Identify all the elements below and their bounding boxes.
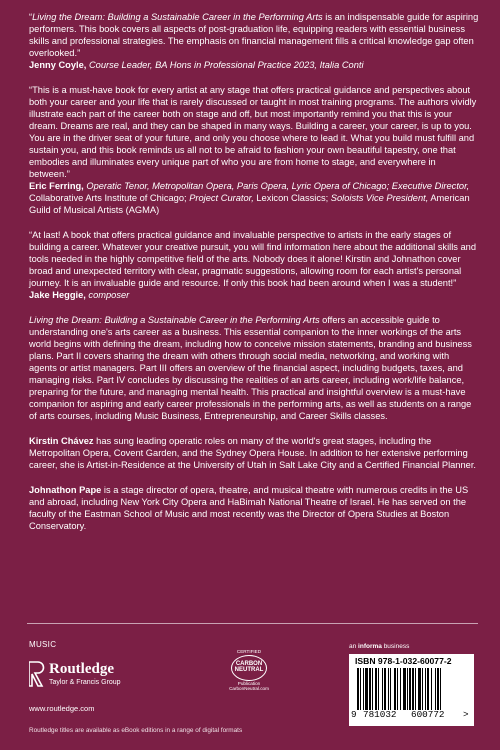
author-name: Kirstin Chávez bbox=[29, 436, 94, 446]
barcode-bar bbox=[407, 668, 408, 710]
quote-open-mark: “ bbox=[29, 12, 33, 22]
endorser-affiliation: Collaborative Arts Institute of Chicago; bbox=[29, 193, 187, 203]
endorser-affiliation: Project Curator, bbox=[186, 193, 254, 203]
quote-attribution bbox=[29, 289, 479, 301]
isbn-number: ISBN 978-1-032-60077-2 bbox=[355, 656, 452, 666]
author-name: Johnathon Pape bbox=[29, 485, 102, 495]
quote-body: is an indispensable guide for aspiring performers. This book covers all aspects of post-graduation life, equipping readers with essential business skills and professional strategies. The emphasis on financial management fills a critical knowledge gap often overlooked.” bbox=[29, 12, 479, 58]
barcode-bar bbox=[425, 668, 426, 710]
informa-brand: informa bbox=[358, 643, 382, 650]
publication-label: Publication bbox=[237, 680, 261, 686]
barcode-bar bbox=[375, 668, 377, 710]
carbonneutral-url: CarbonNeutral.com bbox=[229, 686, 269, 691]
quote-attribution bbox=[29, 180, 479, 216]
barcode-bar bbox=[360, 668, 361, 710]
quote-text: “At last! A book that offers practical guidance and invaluable perspective to artists in the early stages of building a career. Whatever your creative pursuit, you will find information here about the additional skills and tools needed in the highly competitive field of the arts. Nobody does it alone! Kirstin and Johnathon cover broad and unexpected territory with clear, pragmatic suggestions, allowing room for each artist's personal journey. It is an invaluable guide and resource. If only this book had been around when I was a student!” bbox=[29, 230, 477, 288]
barcode-bar bbox=[390, 668, 391, 710]
barcode-bar bbox=[400, 668, 401, 710]
barcode-bar bbox=[418, 668, 421, 710]
author-bio-pape bbox=[29, 484, 479, 532]
barcode-bar bbox=[409, 668, 411, 710]
informa-prefix: an bbox=[349, 643, 359, 650]
barcode-bar bbox=[382, 668, 383, 710]
quote-book-title: Living the Dream: Building a Sustainable Career in the Performing Arts bbox=[32, 12, 323, 22]
barcode-digit-lead: 9 bbox=[351, 709, 357, 720]
barcode-bar bbox=[394, 668, 396, 710]
isbn-barcode bbox=[349, 654, 474, 726]
author-bio bbox=[29, 435, 479, 471]
publisher-website[interactable]: www.routledge.com bbox=[29, 704, 95, 713]
quote-text: “This is a must-have book for every artist at any stage that offers practical guidance and perspectives about both your career and your life that is rarely discussed or taught in most training programs. The authors vividly illustrate each part of the career both on stage and off, but most importantly remind you that this is your dream. Dreams are real, and they can be shaped in many ways. Building a career, your career, is up to you. You are in the driver seat of your future, and only you choose where to lead it. What you build must fulfill and sustain you, and this book reminds us all not to be afraid to fashion your own beautiful tapestry, one that embodies and illuminates every unique part of who you are from home to stage, and everywhere in between.” bbox=[29, 85, 477, 179]
endorser-name: Jenny Coyle, bbox=[29, 60, 87, 70]
description-book-title: Living the Dream: Building a Sustainable Career in the Performing Arts bbox=[29, 315, 320, 325]
barcode-bar bbox=[422, 668, 423, 710]
barcode-bar bbox=[369, 668, 371, 710]
endorser-affiliation: Course Leader, BA Hons in Professional Practice 2023, Italia Conti bbox=[86, 60, 364, 70]
informa-suffix: business bbox=[381, 643, 410, 650]
barcode-bar bbox=[384, 668, 386, 710]
quote-heggie bbox=[29, 229, 479, 301]
barcode-icon bbox=[357, 668, 462, 710]
barcode-digits-left: 781032 bbox=[363, 709, 397, 720]
description-text bbox=[29, 314, 479, 422]
barcode-bar bbox=[437, 668, 439, 710]
ebook-availability: Routledge titles are available as eBook editions in a range of digital formats bbox=[29, 727, 243, 734]
barcode-bar bbox=[357, 668, 359, 710]
barcode-bar bbox=[403, 668, 406, 710]
barcode-bar bbox=[435, 668, 436, 710]
quote-text bbox=[29, 11, 479, 59]
quote-coyle bbox=[29, 11, 479, 71]
certified-label: CERTIFIED bbox=[236, 649, 262, 654]
barcode-bar bbox=[427, 668, 429, 710]
book-description bbox=[29, 314, 479, 422]
barcode-bar bbox=[440, 668, 441, 710]
barcode-bar bbox=[388, 668, 389, 710]
endorser-name: Eric Ferring, bbox=[29, 181, 84, 191]
endorser-affiliation: Operatic Tenor, Metropolitan Opera, Paris Opera, Lyric Opera of Chicago; Executive Director, bbox=[83, 181, 470, 191]
barcode-bar bbox=[365, 668, 368, 710]
barcode-bar bbox=[415, 668, 416, 710]
endorser-affiliation: Soloists Vice President, bbox=[328, 193, 429, 203]
endorser-affiliation: American Guild of Musical Artists (AGMA) bbox=[29, 193, 470, 215]
author-bio-text: has sung leading operatic roles on many of the world's great stages, including the Metropolitan Opera, Covent Garden, and the Sydney Opera House. In addition to her extensive performing career, she is Artist-in-Residence at the University of Utah in Salt Lake City and a Certified Financial Planner. bbox=[29, 436, 476, 470]
endorser-name: Jake Heggie, bbox=[29, 290, 86, 300]
publisher-logo bbox=[29, 660, 149, 690]
publisher-subtitle: Taylor & Francis Group bbox=[49, 679, 121, 686]
routledge-mark-icon bbox=[29, 660, 45, 688]
quote-attribution bbox=[29, 59, 479, 71]
footer bbox=[0, 624, 500, 750]
back-cover-text bbox=[29, 11, 479, 545]
barcode-quiet-mark: > bbox=[463, 709, 469, 720]
barcode-bar bbox=[363, 668, 364, 710]
barcode-bar bbox=[431, 668, 432, 710]
carbon-neutral-icon: CARBON NEUTRAL bbox=[231, 655, 267, 681]
barcode-bar bbox=[412, 668, 414, 710]
author-bio-text: is a stage director of opera, theatre, and musical theatre with numerous credits in the US and abroad, including New York City Opera and HaBimah National Theatre of Israel. He has served on the faculty of the Eastman School of Music and most recently was the Director of Opera Studies at Boston Conservatory. bbox=[29, 485, 469, 531]
barcode-digits-right: 600772 bbox=[411, 709, 445, 720]
description-body: offers an accessible guide to understanding one's arts career as a business. This essential companion to the inner workings of the arts world begins with defining the dream, including how to conceive mission statements, branding and business plans. Part II covers sharing the dream with others through social media, networking, and working with agents or artist managers. Part III offers an overview of the financial aspect, including budgets, taxes, and managing risks. Part IV concludes by discussing the realities of an arts career, including work/life balance, preparing for the future, and managing mental health. This practical and insightful overview is a must-have companion for aspiring and early career professionals in the performing arts, as well as students on a range of arts courses, including Music Business, Entrepreneurship, and Career Skills classes. bbox=[29, 315, 472, 421]
informa-business-label bbox=[349, 643, 409, 650]
endorser-affiliation: Lexicon Classics; bbox=[253, 193, 329, 203]
barcode-bar bbox=[397, 668, 398, 710]
barcode-bar bbox=[372, 668, 373, 710]
carbon-neutral-badge bbox=[226, 649, 272, 701]
publisher-name: Routledge bbox=[49, 661, 114, 677]
author-bio bbox=[29, 484, 479, 532]
endorser-affiliation: composer bbox=[85, 290, 130, 300]
barcode-bar bbox=[378, 668, 379, 710]
quote-ferring bbox=[29, 84, 479, 216]
author-bio-chavez bbox=[29, 435, 479, 471]
subject-category: MUSIC bbox=[29, 640, 57, 649]
